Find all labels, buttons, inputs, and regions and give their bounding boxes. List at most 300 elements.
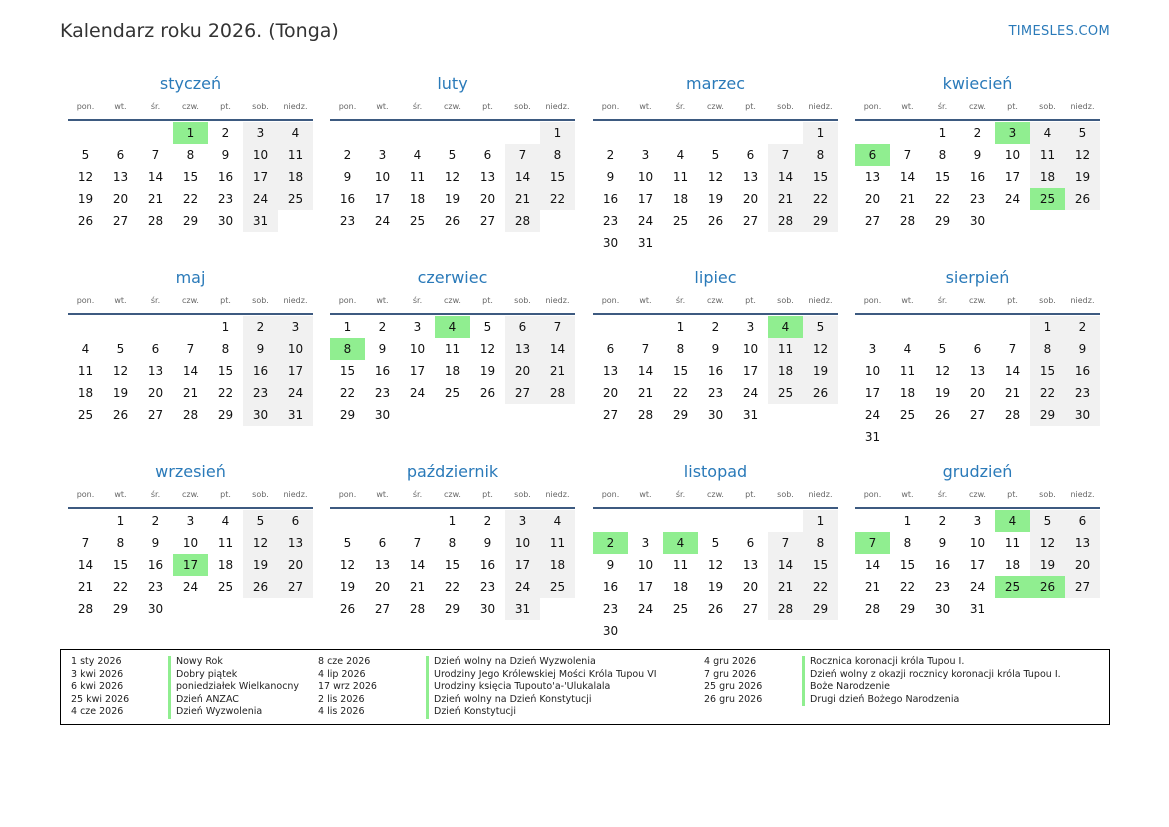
weekday-header: czw.	[707, 296, 724, 305]
day-cell: 19	[77, 192, 94, 206]
weekday-header: czw.	[182, 490, 199, 499]
weekday-header: wt.	[901, 296, 914, 305]
day-cell: 26	[803, 382, 838, 404]
day-cell: 14	[637, 364, 654, 378]
month-block	[68, 268, 313, 422]
day-cell: 18	[77, 386, 94, 400]
day-cell: 15	[182, 170, 199, 184]
weekday-header: sob.	[252, 296, 269, 305]
header-rule	[593, 119, 838, 121]
day-cell: 23	[217, 192, 234, 206]
day-cell: 20	[602, 386, 619, 400]
month-block	[855, 74, 1100, 228]
day-cell: 11	[217, 536, 234, 550]
day-cell: 8	[1030, 338, 1065, 360]
weekday-header: śr.	[412, 490, 423, 499]
day-cell: 8	[221, 342, 230, 356]
day-cell: 22	[540, 188, 575, 210]
header-rule	[855, 119, 1100, 121]
holiday-name: Urodziny Jego Królewskiej Mości Króla Tupou VI	[426, 669, 657, 682]
day-cell: 21	[768, 576, 803, 598]
day-cell: 3	[505, 510, 540, 532]
day-cell: 27	[278, 576, 313, 598]
weekday-header: sob.	[777, 490, 794, 499]
holiday-date: 1 sty 2026	[71, 656, 122, 667]
day-cell: 27	[742, 214, 759, 228]
weekday-header: niedz.	[545, 490, 570, 499]
day-cell: 29	[1030, 404, 1065, 426]
day-cell: 17	[409, 364, 426, 378]
day-cell: 22	[899, 580, 916, 594]
day-cell: 27	[602, 408, 619, 422]
day-cell: 10	[243, 144, 278, 166]
weekday-header: wt.	[114, 102, 127, 111]
day-cell: 7	[1008, 342, 1017, 356]
day-cell: 28	[505, 210, 540, 232]
day-cell: 6	[746, 148, 755, 162]
holiday-date: 25 kwi 2026	[71, 693, 130, 705]
day-cell: 26	[707, 602, 724, 616]
day-cell: 7	[413, 536, 422, 550]
weekday-header: śr.	[937, 490, 948, 499]
day-cell: 5	[483, 320, 492, 334]
day-cell: 19	[803, 360, 838, 382]
day-cell: 9	[221, 148, 230, 162]
weekday-header: wt.	[639, 490, 652, 499]
day-cell: 2	[938, 514, 947, 528]
day-cell: 25	[672, 602, 689, 616]
weekday-header: pon.	[601, 490, 620, 499]
holiday-name: Dzień Konstytucji	[426, 706, 516, 719]
day-cell: 19	[444, 192, 461, 206]
day-cell: 13	[602, 364, 619, 378]
day-cell: 9	[343, 170, 352, 184]
header-rule	[855, 507, 1100, 509]
day-cell: 15	[934, 170, 951, 184]
day-cell: 12	[707, 170, 724, 184]
day-cell: 25	[217, 580, 234, 594]
day-cell: 23	[1065, 382, 1100, 404]
holiday-date: 4 lip 2026	[318, 668, 366, 680]
day-cell: 22	[1030, 382, 1065, 404]
day-cell: 25	[899, 408, 916, 422]
holiday-day-cell: 25	[995, 576, 1030, 598]
day-cell: 12	[803, 338, 838, 360]
brand-link[interactable]: TIMESLES.COM	[1008, 24, 1110, 39]
weekday-header: niedz.	[808, 296, 833, 305]
day-cell: 14	[147, 170, 164, 184]
day-cell: 18	[672, 192, 689, 206]
day-cell: 16	[147, 558, 164, 572]
day-cell: 13	[864, 170, 881, 184]
month-block	[855, 462, 1100, 616]
month-name: luty	[437, 74, 468, 93]
day-cell: 30	[969, 214, 986, 228]
holiday-date: 26 gru 2026	[704, 693, 763, 705]
day-cell: 29	[899, 602, 916, 616]
day-cell: 19	[707, 580, 724, 594]
holiday-date: 17 wrz 2026	[318, 681, 377, 693]
day-cell: 30	[707, 408, 724, 422]
holiday-name: poniedziałek Wielkanocny	[168, 681, 299, 694]
month-name: marzec	[685, 74, 745, 93]
holiday-name: Boże Narodzenie	[802, 681, 890, 694]
weekday-header: pon.	[338, 490, 357, 499]
day-cell: 7	[151, 148, 160, 162]
day-cell: 5	[803, 316, 838, 338]
day-cell: 28	[409, 602, 426, 616]
day-cell: 24	[1004, 192, 1021, 206]
day-cell: 27	[1065, 576, 1100, 598]
day-cell: 24	[637, 602, 654, 616]
day-cell: 20	[112, 192, 129, 206]
day-cell: 30	[602, 624, 619, 638]
day-cell: 17	[1004, 170, 1021, 184]
day-cell: 17	[742, 364, 759, 378]
day-cell: 22	[339, 386, 356, 400]
day-cell: 6	[116, 148, 125, 162]
holiday-date: 2 lis 2026	[318, 693, 365, 705]
weekday-header: czw.	[444, 296, 461, 305]
day-cell: 12	[934, 364, 951, 378]
day-cell: 10	[637, 170, 654, 184]
day-cell: 4	[278, 122, 313, 144]
day-cell: 31	[742, 408, 759, 422]
day-cell: 11	[409, 170, 426, 184]
month-name: lipiec	[694, 268, 737, 287]
day-cell: 2	[151, 514, 160, 528]
day-cell: 25	[77, 408, 94, 422]
month-block	[68, 462, 313, 616]
day-cell: 22	[444, 580, 461, 594]
day-cell: 11	[768, 338, 803, 360]
day-cell: 11	[1004, 536, 1021, 550]
day-cell: 26	[707, 214, 724, 228]
day-cell: 20	[505, 360, 540, 382]
day-cell: 22	[803, 188, 838, 210]
weekday-header: wt.	[901, 102, 914, 111]
weekday-header: śr.	[150, 490, 161, 499]
month-name: czerwiec	[417, 268, 488, 287]
day-cell: 28	[899, 214, 916, 228]
day-cell: 5	[243, 510, 278, 532]
day-cell: 1	[540, 122, 575, 144]
day-cell: 12	[1030, 532, 1065, 554]
day-cell: 16	[479, 558, 496, 572]
day-cell: 23	[479, 580, 496, 594]
day-cell: 25	[540, 576, 575, 598]
day-cell: 15	[112, 558, 129, 572]
day-cell: 5	[711, 536, 720, 550]
day-cell: 15	[672, 364, 689, 378]
day-cell: 18	[444, 364, 461, 378]
day-cell: 5	[116, 342, 125, 356]
month-name: maj	[175, 268, 206, 287]
day-cell: 25	[768, 382, 803, 404]
weekday-header: niedz.	[1070, 296, 1095, 305]
day-cell: 21	[409, 580, 426, 594]
day-cell: 3	[378, 148, 387, 162]
day-cell: 8	[186, 148, 195, 162]
weekday-header: niedz.	[1070, 102, 1095, 111]
weekday-header: sob.	[777, 102, 794, 111]
day-cell: 21	[864, 580, 881, 594]
day-cell: 29	[934, 214, 951, 228]
day-cell: 27	[479, 214, 496, 228]
weekday-header: niedz.	[808, 490, 833, 499]
header-rule	[330, 313, 575, 315]
day-cell: 22	[182, 192, 199, 206]
weekday-header: sob.	[252, 102, 269, 111]
day-cell: 8	[116, 536, 125, 550]
weekday-header: pt.	[1007, 490, 1018, 499]
day-cell: 21	[77, 580, 94, 594]
holiday-day-cell: 4	[995, 510, 1030, 532]
weekday-header: niedz.	[545, 296, 570, 305]
header-rule	[68, 119, 313, 121]
day-cell: 10	[505, 532, 540, 554]
day-cell: 14	[899, 170, 916, 184]
day-cell: 30	[1065, 404, 1100, 426]
day-cell: 6	[746, 536, 755, 550]
day-cell: 2	[343, 148, 352, 162]
day-cell: 16	[602, 192, 619, 206]
day-cell: 21	[505, 188, 540, 210]
weekday-header: sob.	[252, 490, 269, 499]
weekday-header: pon.	[76, 490, 95, 499]
day-cell: 21	[899, 192, 916, 206]
day-cell: 9	[243, 338, 278, 360]
holiday-name: Dzień Wyzwolenia	[168, 706, 262, 719]
holiday-name: Drugi dzień Bożego Narodzenia	[802, 694, 959, 707]
day-cell: 4	[413, 148, 422, 162]
month-block	[330, 74, 575, 228]
day-cell: 10	[409, 342, 426, 356]
day-cell: 9	[606, 170, 615, 184]
day-cell: 24	[278, 382, 313, 404]
header-rule	[593, 507, 838, 509]
weekday-header: pt.	[482, 296, 493, 305]
day-cell: 28	[768, 598, 803, 620]
day-cell: 13	[742, 558, 759, 572]
day-cell: 20	[278, 554, 313, 576]
day-cell: 2	[1065, 316, 1100, 338]
day-cell: 6	[973, 342, 982, 356]
day-cell: 26	[934, 408, 951, 422]
day-cell: 18	[899, 386, 916, 400]
weekday-header: wt.	[639, 102, 652, 111]
day-cell: 2	[711, 320, 720, 334]
day-cell: 22	[803, 576, 838, 598]
day-cell: 9	[1065, 338, 1100, 360]
day-cell: 14	[768, 554, 803, 576]
weekday-header: czw.	[969, 296, 986, 305]
day-cell: 23	[602, 602, 619, 616]
header-rule	[330, 507, 575, 509]
day-cell: 6	[278, 510, 313, 532]
day-cell: 23	[934, 580, 951, 594]
day-cell: 21	[1004, 386, 1021, 400]
month-block	[593, 462, 838, 638]
holiday-day-cell: 1	[173, 122, 208, 144]
holiday-day-cell: 2	[593, 532, 628, 554]
weekday-header: sob.	[514, 296, 531, 305]
weekday-header: śr.	[937, 102, 948, 111]
day-cell: 31	[505, 598, 540, 620]
day-cell: 16	[243, 360, 278, 382]
day-cell: 20	[969, 386, 986, 400]
day-cell: 12	[339, 558, 356, 572]
day-cell: 15	[1030, 360, 1065, 382]
day-cell: 19	[112, 386, 129, 400]
day-cell: 13	[742, 170, 759, 184]
holiday-name: Dobry piątek	[168, 669, 237, 682]
day-cell: 27	[969, 408, 986, 422]
day-cell: 10	[864, 364, 881, 378]
month-name: październik	[406, 462, 499, 481]
day-cell: 18	[540, 554, 575, 576]
weekday-header: czw.	[444, 102, 461, 111]
day-cell: 28	[864, 602, 881, 616]
holiday-date: 4 gru 2026	[704, 656, 757, 667]
day-cell: 29	[182, 214, 199, 228]
day-cell: 8	[540, 144, 575, 166]
day-cell: 2	[243, 316, 278, 338]
weekday-header: pon.	[863, 296, 882, 305]
day-cell: 11	[899, 364, 916, 378]
day-cell: 18	[1030, 166, 1065, 188]
day-cell: 4	[1030, 122, 1065, 144]
day-cell: 4	[81, 342, 90, 356]
holiday-name: Urodziny księcia Tupouto'a-'Ulukalala	[426, 681, 610, 694]
day-cell: 29	[112, 602, 129, 616]
day-cell: 9	[973, 148, 982, 162]
day-cell: 29	[803, 598, 838, 620]
day-cell: 1	[803, 122, 838, 144]
day-cell: 17	[278, 360, 313, 382]
day-cell: 20	[147, 386, 164, 400]
day-cell: 11	[1030, 144, 1065, 166]
day-cell: 16	[969, 170, 986, 184]
day-cell: 1	[221, 320, 230, 334]
day-cell: 1	[903, 514, 912, 528]
day-cell: 7	[768, 532, 803, 554]
day-cell: 29	[217, 408, 234, 422]
day-cell: 18	[1004, 558, 1021, 572]
day-cell: 5	[343, 536, 352, 550]
day-cell: 6	[505, 316, 540, 338]
holiday-day-cell: 7	[855, 532, 890, 554]
day-cell: 24	[505, 576, 540, 598]
day-cell: 18	[768, 360, 803, 382]
day-cell: 6	[1065, 510, 1100, 532]
day-cell: 23	[707, 386, 724, 400]
weekday-header: czw.	[707, 490, 724, 499]
weekday-header: niedz.	[545, 102, 570, 111]
day-cell: 6	[606, 342, 615, 356]
day-cell: 29	[803, 210, 838, 232]
day-cell: 10	[969, 536, 986, 550]
day-cell: 3	[413, 320, 422, 334]
day-cell: 19	[243, 554, 278, 576]
day-cell: 28	[77, 602, 94, 616]
holiday-date: 6 kwi 2026	[71, 681, 124, 693]
day-cell: 23	[602, 214, 619, 228]
day-cell: 19	[339, 580, 356, 594]
header-rule	[68, 507, 313, 509]
holiday-day-cell: 4	[663, 532, 698, 554]
weekday-header: śr.	[412, 102, 423, 111]
day-cell: 16	[707, 364, 724, 378]
day-cell: 24	[969, 580, 986, 594]
weekday-header: śr.	[937, 296, 948, 305]
day-cell: 12	[444, 170, 461, 184]
day-cell: 21	[147, 192, 164, 206]
holiday-day-cell: 25	[1030, 188, 1065, 210]
day-cell: 7	[186, 342, 195, 356]
weekday-header: pt.	[745, 102, 756, 111]
day-cell: 2	[483, 514, 492, 528]
day-cell: 8	[803, 144, 838, 166]
holiday-date: 4 lis 2026	[318, 706, 365, 718]
day-cell: 19	[707, 192, 724, 206]
day-cell: 9	[483, 536, 492, 550]
day-cell: 25	[672, 214, 689, 228]
day-cell: 13	[278, 532, 313, 554]
weekday-header: pt.	[482, 102, 493, 111]
weekday-header: sob.	[777, 296, 794, 305]
weekday-header: pt.	[1007, 296, 1018, 305]
day-cell: 26	[112, 408, 129, 422]
day-cell: 20	[479, 192, 496, 206]
holiday-date: 7 gru 2026	[704, 668, 757, 680]
day-cell: 22	[112, 580, 129, 594]
holiday-day-cell: 3	[995, 122, 1030, 144]
day-cell: 16	[374, 364, 391, 378]
day-cell: 29	[444, 602, 461, 616]
day-cell: 18	[217, 558, 234, 572]
holiday-name: Nowy Rok	[168, 656, 223, 669]
day-cell: 30	[479, 602, 496, 616]
weekday-header: wt.	[639, 296, 652, 305]
weekday-header: wt.	[376, 490, 389, 499]
weekday-header: pon.	[863, 490, 882, 499]
day-cell: 19	[479, 364, 496, 378]
day-cell: 5	[1065, 122, 1100, 144]
month-block	[593, 268, 838, 422]
weekday-header: niedz.	[1070, 490, 1095, 499]
day-cell: 21	[637, 386, 654, 400]
month-name: listopad	[683, 462, 748, 481]
day-cell: 8	[676, 342, 685, 356]
holiday-day-cell: 26	[1030, 576, 1065, 598]
day-cell: 13	[1065, 532, 1100, 554]
month-block	[593, 74, 838, 250]
holiday-name: Dzień wolny na Dzień Wyzwolenia	[426, 656, 596, 669]
weekday-header: pt.	[220, 490, 231, 499]
weekday-header: niedz.	[283, 490, 308, 499]
day-cell: 4	[676, 148, 685, 162]
day-cell: 26	[339, 602, 356, 616]
day-cell: 27	[505, 382, 540, 404]
holiday-name: Dzień wolny z okazji rocznicy koronacji króla Tupou I.	[802, 669, 1061, 682]
weekday-header: wt.	[114, 296, 127, 305]
weekday-header: pon.	[863, 102, 882, 111]
day-cell: 15	[899, 558, 916, 572]
day-cell: 31	[637, 236, 654, 250]
day-cell: 30	[374, 408, 391, 422]
day-cell: 11	[540, 532, 575, 554]
